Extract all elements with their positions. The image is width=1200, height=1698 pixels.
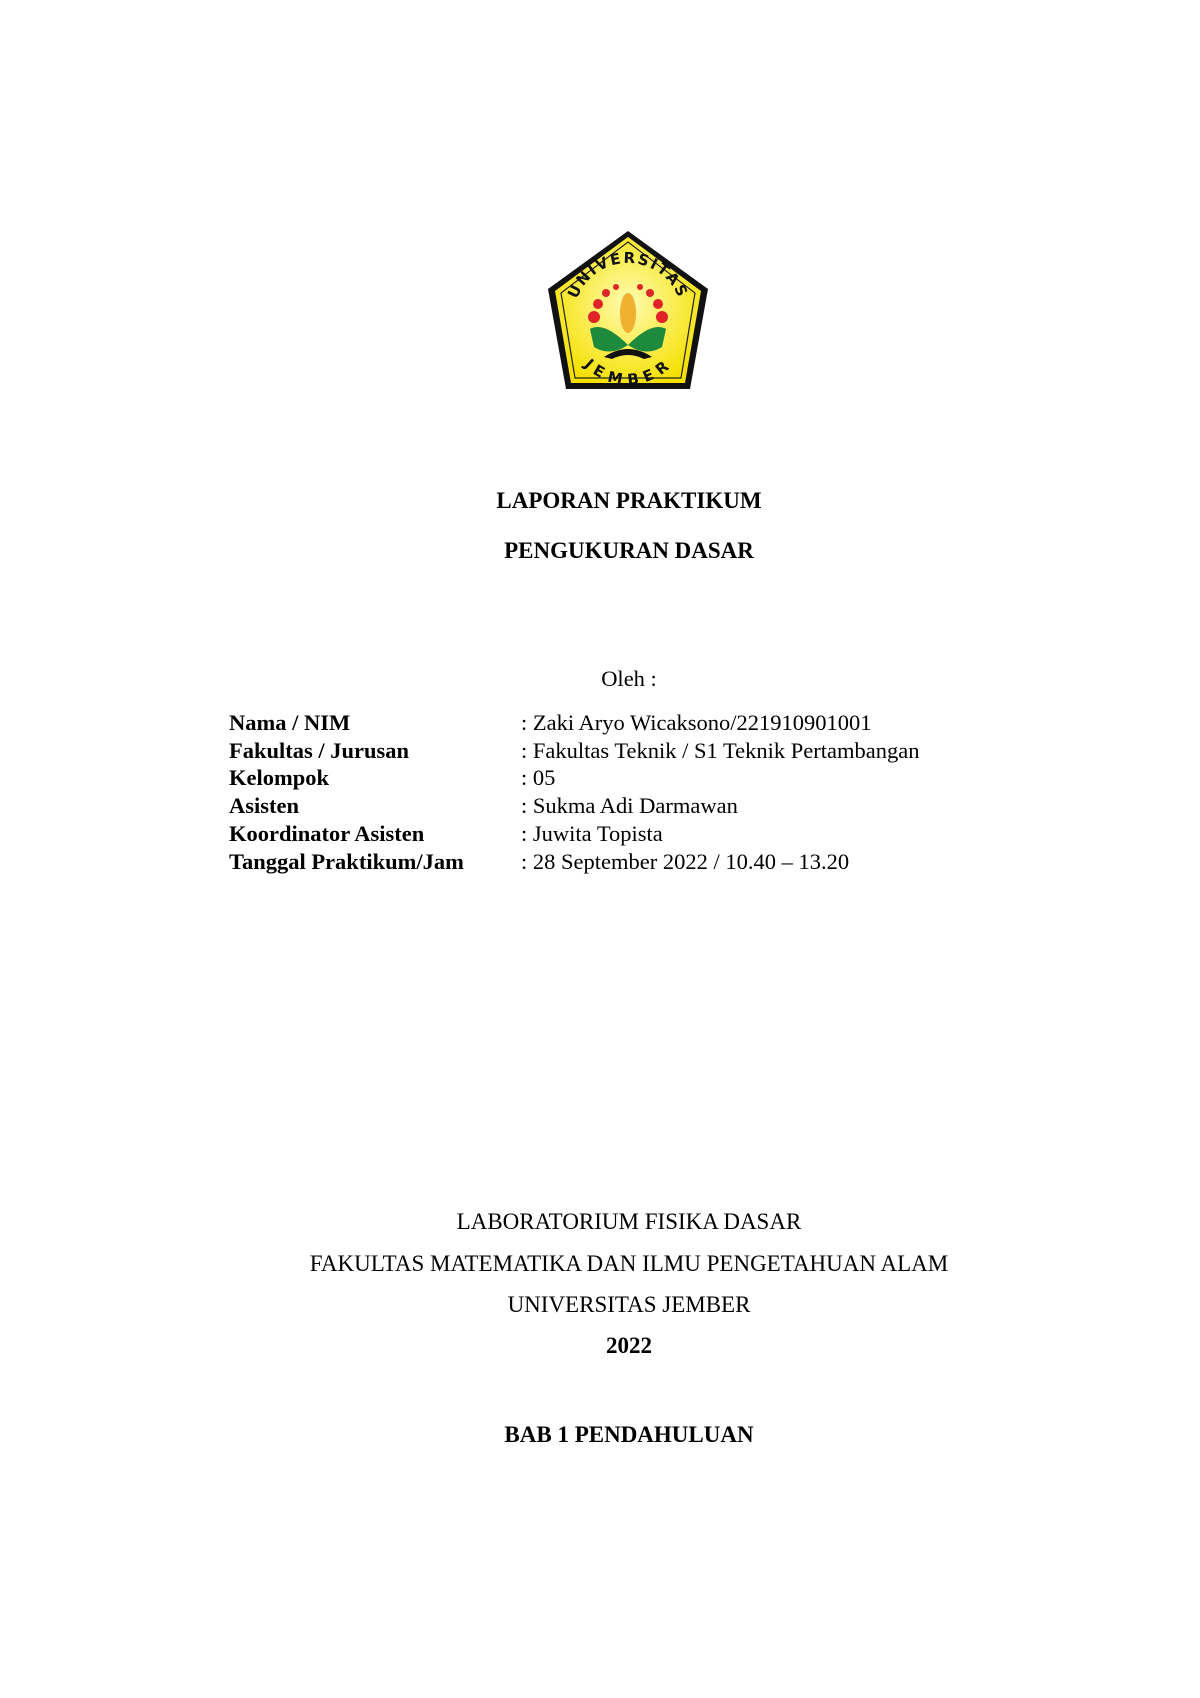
info-label: Nama / NIM	[229, 710, 351, 735]
chapter-heading: BAB 1 PENDAHULUAN	[504, 1422, 754, 1447]
info-label: Tanggal Praktikum/Jam	[229, 849, 464, 874]
info-label: Kelompok	[229, 765, 330, 790]
university-name: UNIVERSITAS JEMBER	[507, 1292, 751, 1317]
info-label: Asisten	[229, 793, 300, 818]
university-logo	[544, 229, 712, 397]
oleh-label: Oleh :	[601, 666, 657, 691]
info-value: : 05	[521, 765, 556, 790]
year: 2022	[606, 1333, 652, 1358]
faculty-name: FAKULTAS MATEMATIKA DAN ILMU PENGETAHUAN ALAM	[309, 1251, 949, 1276]
info-value: : 28 September 2022 / 10.40 – 13.20	[521, 849, 850, 874]
info-value: : Zaki Aryo Wicaksono/221910901001	[521, 710, 872, 735]
report-subtitle: PENGUKURAN DASAR	[504, 538, 754, 563]
info-label: Fakultas / Jurusan	[229, 738, 410, 763]
lab-name: LABORATORIUM FISIKA DASAR	[456, 1209, 802, 1234]
svg-text:UNIVERSITAS: UNIVERSITAS	[563, 248, 693, 302]
svg-text:JEMBER: JEMBER	[580, 355, 675, 389]
info-label: Koordinator Asisten	[229, 821, 425, 846]
report-title: LAPORAN PRAKTIKUM	[496, 488, 762, 513]
info-value: : Sukma Adi Darmawan	[521, 793, 738, 818]
info-value: : Juwita Topista	[521, 821, 663, 846]
info-value: : Fakultas Teknik / S1 Teknik Pertambangan	[521, 738, 920, 763]
